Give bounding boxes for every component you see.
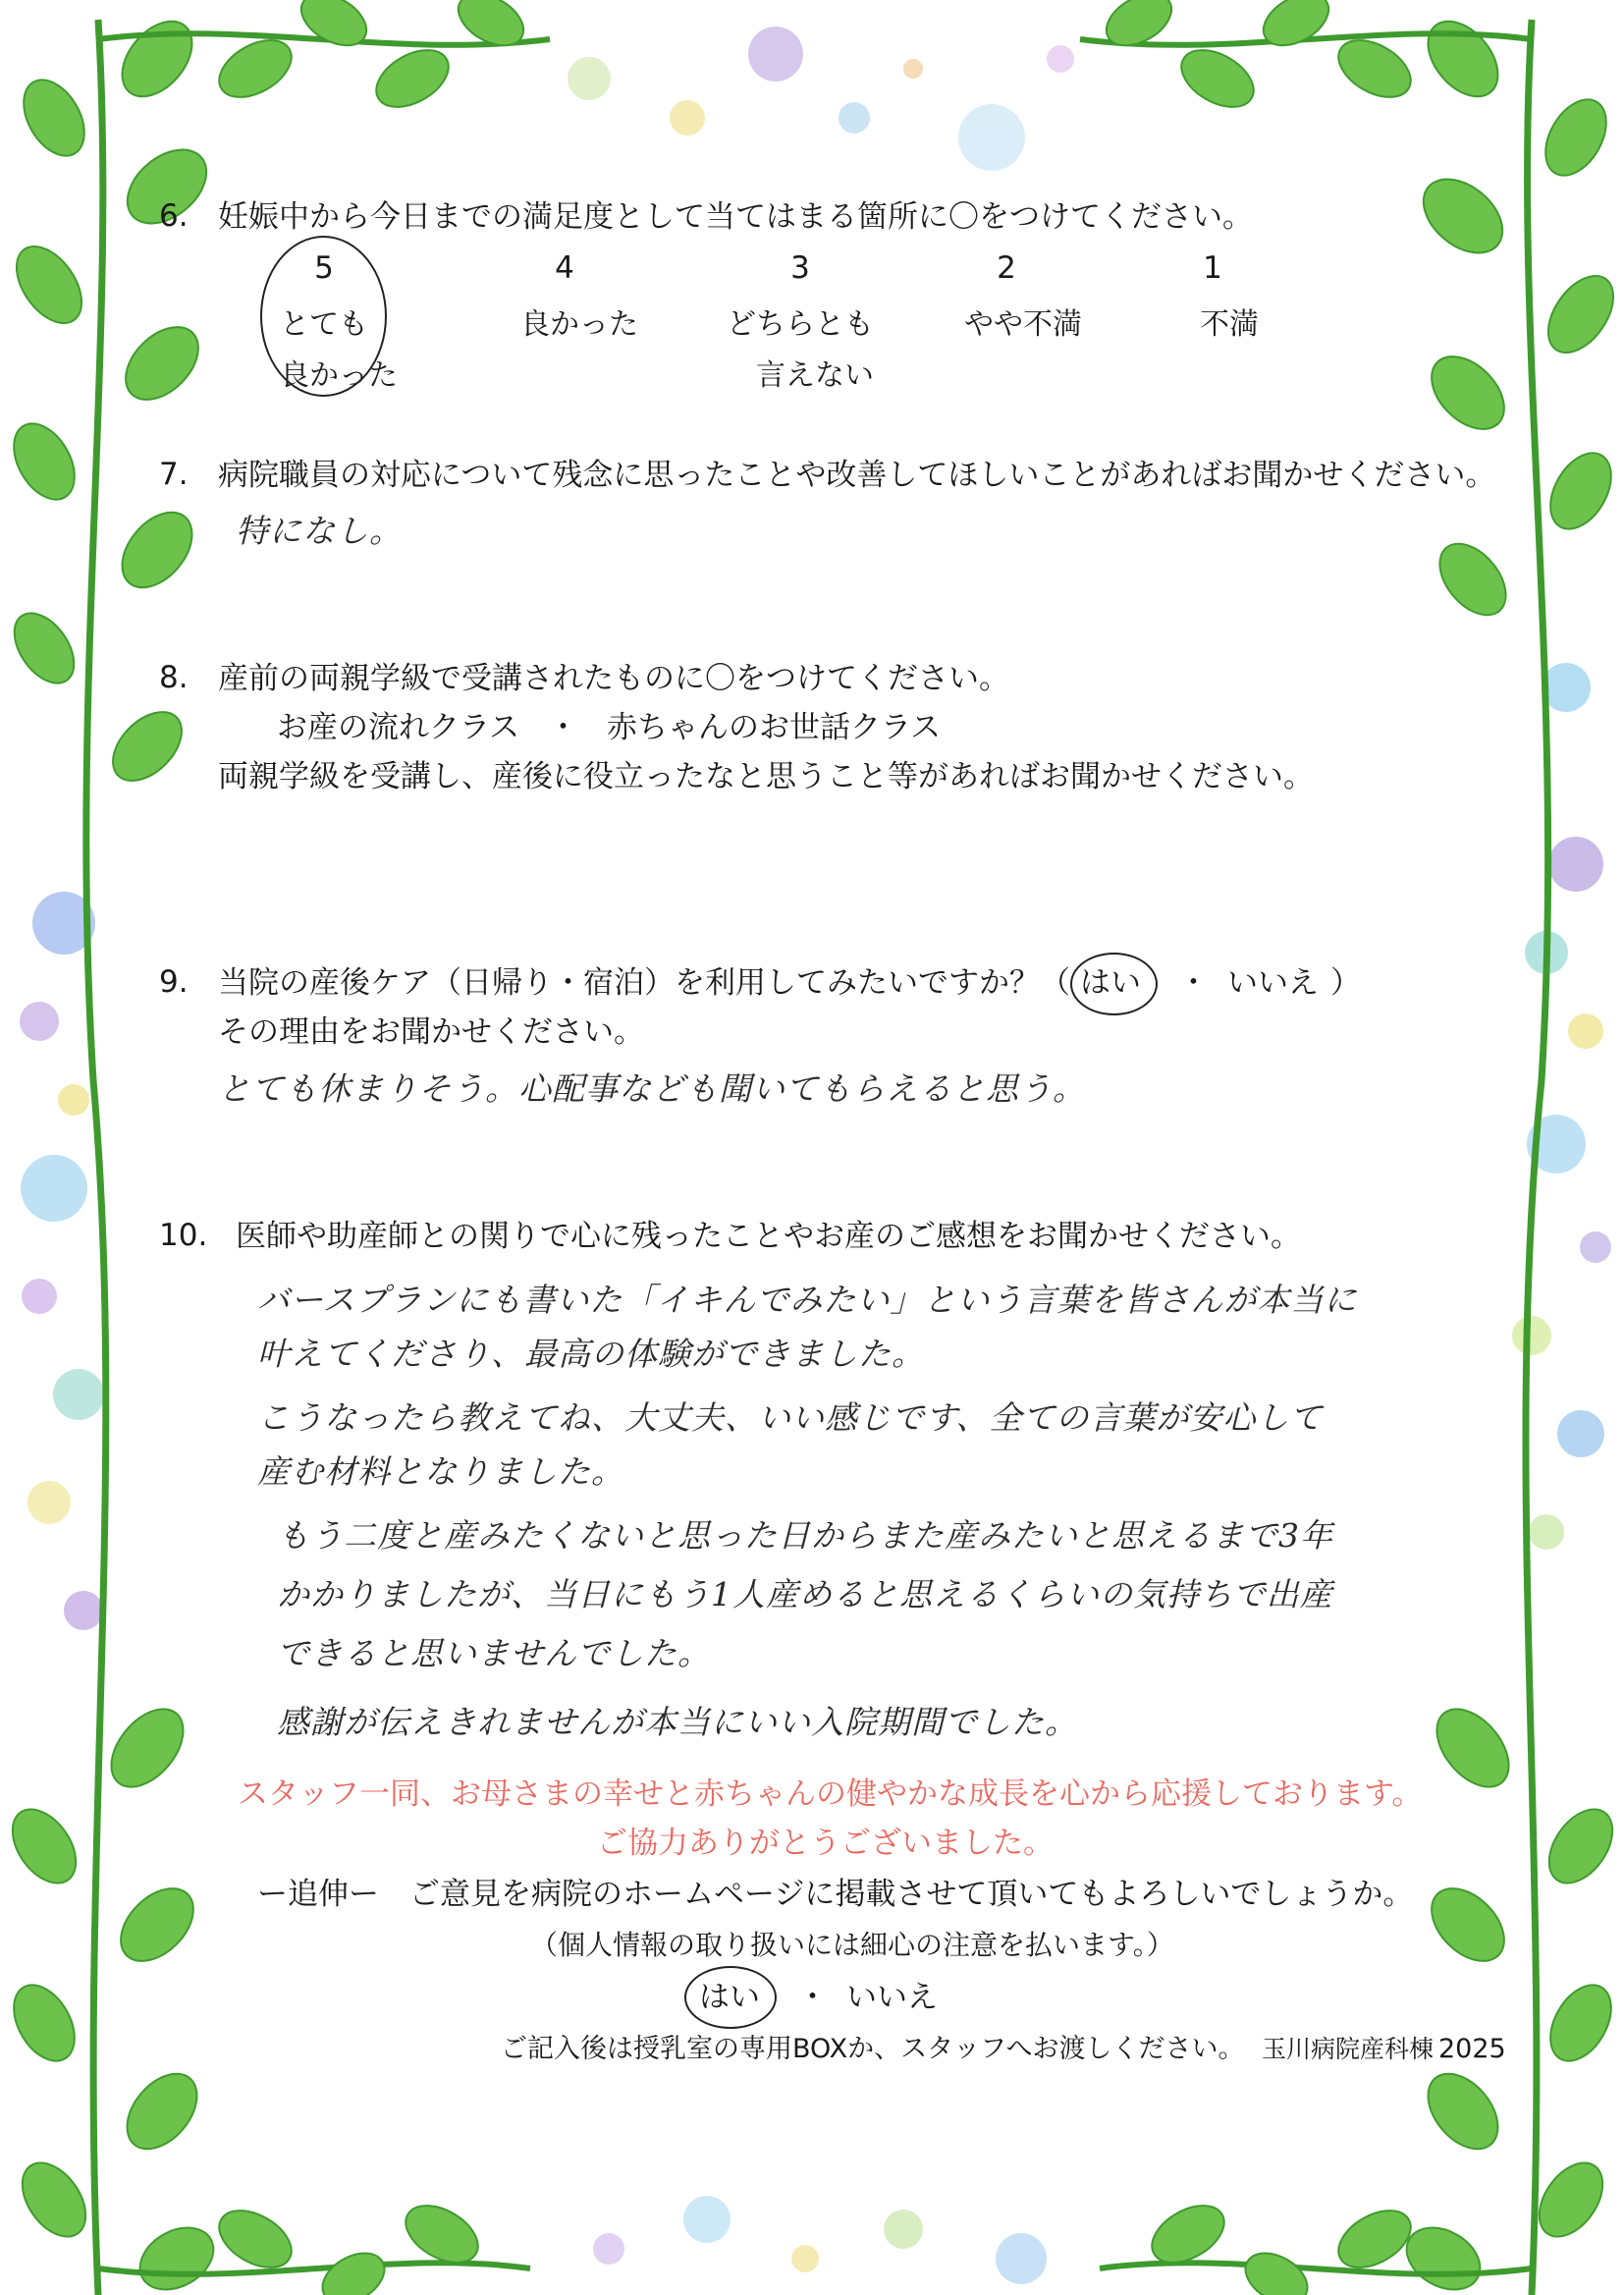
handwritten-answer[interactable]: とても休まりそう。心配事なども聞いてもらえると思う。 xyxy=(218,1069,1086,1108)
question-number: 7. xyxy=(159,457,189,492)
yes-option[interactable]: はい xyxy=(1080,965,1141,1001)
scale-option-3-label-line2: 言えない xyxy=(756,358,874,393)
postscript-separator: ・ xyxy=(797,1980,828,2015)
scale-option-3-value[interactable]: 3 xyxy=(790,250,810,286)
scale-option-5-label: とても xyxy=(280,307,368,342)
privacy-note: （個人情報の取り扱いには細心の注意を払います。） xyxy=(530,1929,1174,1961)
scale-option-4-label: 良かった xyxy=(520,307,638,342)
scale-option-2-value[interactable]: 2 xyxy=(997,250,1016,286)
scale-option-5-value[interactable]: 5 xyxy=(314,250,334,286)
class-option-baby-care[interactable]: 赤ちゃんのお世話クラス xyxy=(607,710,942,745)
class-option-birth-flow[interactable]: お産の流れクラス xyxy=(277,710,520,745)
scale-option-2-label: やや不満 xyxy=(964,307,1082,342)
form-year: 2025 xyxy=(1438,2034,1506,2064)
thank-you-message: ご協力ありがとうございました。 xyxy=(597,1826,1054,1861)
answer-line: バースプランにも書いた「イキんでみたい」という言葉を皆さんが本当に xyxy=(257,1281,1358,1319)
submission-instruction: ご記入後は授乳室の専用BOXか、スタッフへお渡しください。 xyxy=(501,2034,1245,2064)
question-number: 10. xyxy=(159,1218,208,1253)
postscript-yes-option[interactable]: はい xyxy=(699,1980,760,2015)
scale-option-5-label-line2: 良かった xyxy=(280,358,398,393)
scale-option-1-value[interactable]: 1 xyxy=(1203,250,1222,286)
closing-message: スタッフ一同、お母さまの幸せと赤ちゃんの健やかな成長を心から応援しております。 xyxy=(238,1776,1423,1812)
question-number: 8. xyxy=(159,660,189,695)
question-text: 妊娠中から今日までの満足度として当てはまる箇所に〇をつけてください。 xyxy=(218,199,1253,235)
question-text: 医師や助産師との関りで心に残ったことやお産のご感想をお聞かせください。 xyxy=(236,1219,1301,1254)
selected-option-circle xyxy=(260,236,387,397)
answer-line: できると思いませんでした。 xyxy=(277,1634,711,1672)
question-text: 病院職員の対応について残念に思ったことや改善してほしいことがあればお聞かせください。 xyxy=(218,458,1496,493)
answer-line: 産む材料となりました。 xyxy=(257,1452,624,1491)
selected-yes-circle xyxy=(1070,953,1158,1015)
scale-option-4-value[interactable]: 4 xyxy=(555,250,574,286)
question-number: 6. xyxy=(159,198,189,234)
postscript-question: ー追伸ー ご意見を病院のホームページに掲載させて頂いてもよろしいでしょうか。 xyxy=(257,1877,1414,1912)
scale-option-1-label: 不満 xyxy=(1200,307,1259,342)
handwritten-answer[interactable]: 特になし。 xyxy=(236,512,403,550)
answer-line: こうなったら教えてね、大丈夫、いい感じです、全ての言葉が安心して xyxy=(257,1398,1324,1437)
closing-paren: ） xyxy=(1330,965,1361,1001)
question-followup: 両親学級を受講し、産後に役立ったなと思うこと等があればお聞かせください。 xyxy=(218,759,1314,794)
postscript-no-option[interactable]: いいえ xyxy=(846,1980,938,2015)
no-option[interactable]: いいえ xyxy=(1227,965,1319,1001)
question-text: 当院の産後ケア（日帰り・宿泊）を利用してみたいですか？（ xyxy=(218,965,1070,1001)
question-text: 産前の両親学級で受講されたものに〇をつけてください。 xyxy=(218,661,1009,696)
scale-option-3-label: どちらとも xyxy=(727,307,874,342)
answer-line: 感謝が伝えきれませんが本当にいい入院期間でした。 xyxy=(277,1703,1078,1741)
class-option-separator: ・ xyxy=(548,710,578,745)
answer-line: もう二度と産みたくないと思った日からまた産みたいと思えるまで3年 xyxy=(277,1516,1333,1555)
answer-line: 叶えてくださり、最高の体験ができました。 xyxy=(257,1335,925,1373)
answer-line: かかりましたが、当日にもう1人産めると思えるくらいの気持ちで出産 xyxy=(277,1575,1333,1613)
hospital-name: 玉川病院産科棟 xyxy=(1262,2035,1435,2063)
reason-prompt: その理由をお聞かせください。 xyxy=(218,1014,644,1050)
question-number: 9. xyxy=(159,964,189,1000)
selected-yes-circle xyxy=(684,1966,777,2029)
option-separator: ・ xyxy=(1178,965,1209,1001)
